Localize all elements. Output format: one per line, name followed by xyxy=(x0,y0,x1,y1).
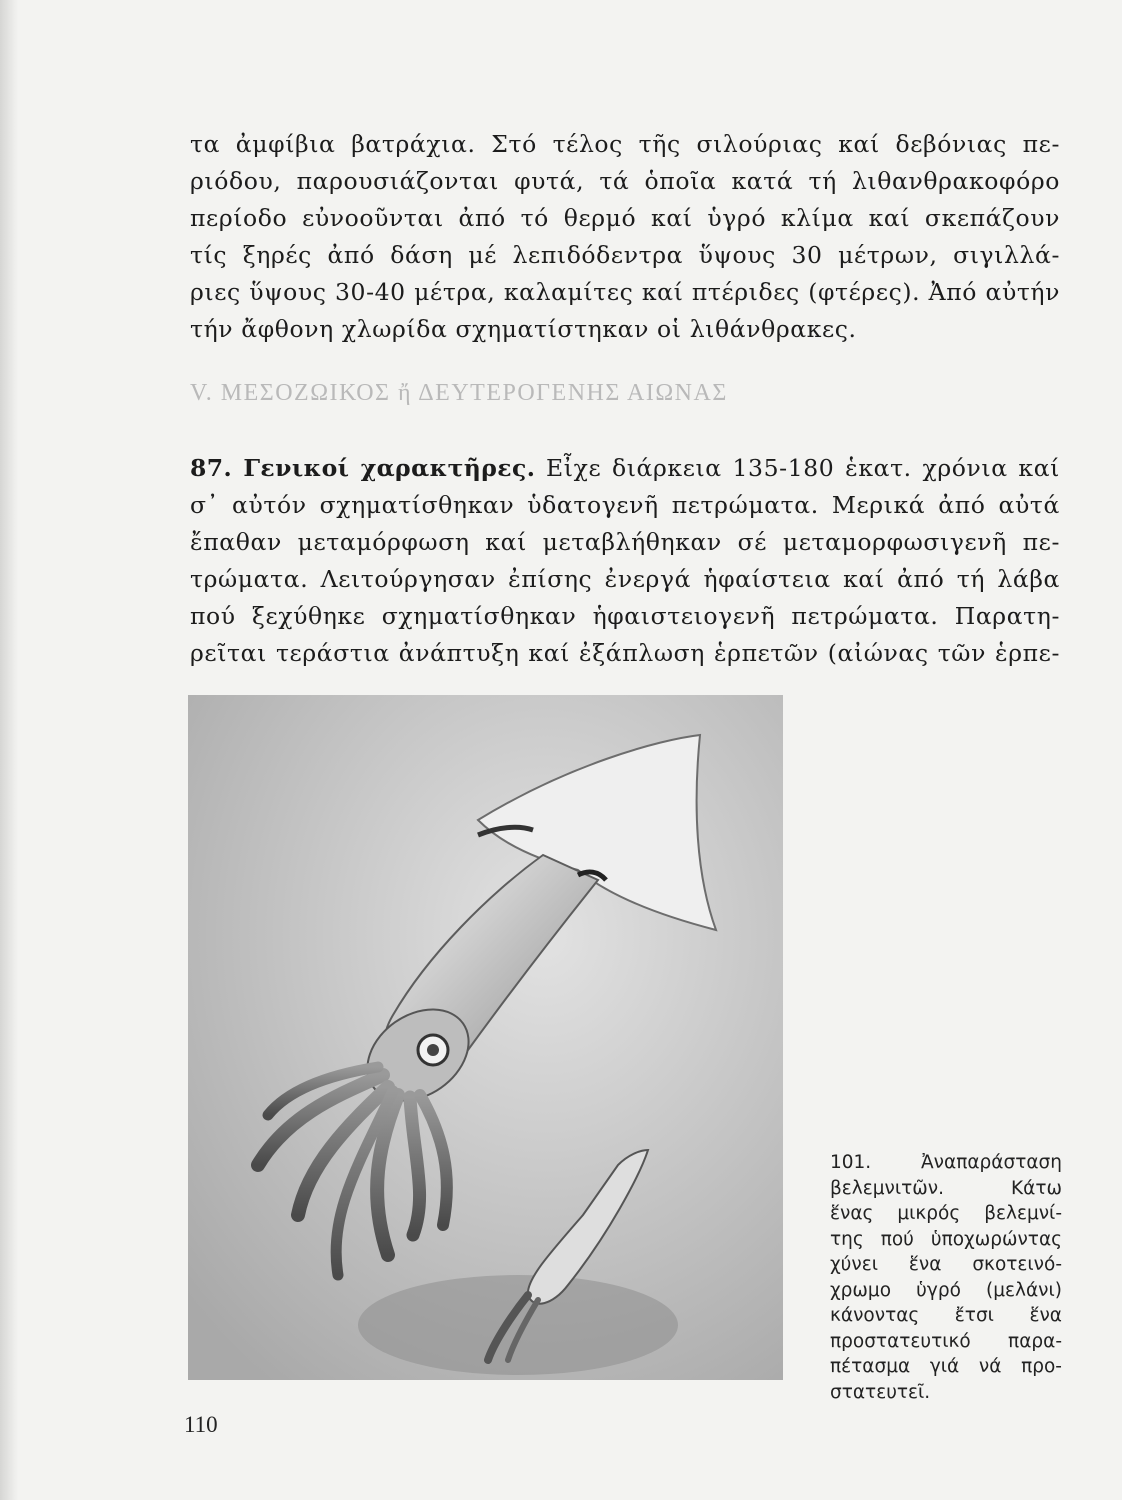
text-line xyxy=(190,450,1060,487)
text-line: περίοδο εὐνοοῦνται ἀπό τό θερμό καί ὑγρό κλίμα καί σκεπάζουν xyxy=(190,204,1060,232)
caption-line: στατευτεῖ. xyxy=(830,1381,931,1403)
text-line: ριες ὕψους 30-40 μέτρα, καλαμίτες καί πτέριδες (φτέρες). Ἀπό αὐτήν xyxy=(190,278,1060,306)
caption-line: 101. Ἀναπαράσταση xyxy=(830,1152,1062,1173)
text-line-rest: Εἶχε διάρκεια 135-180 ἑκατ. χρόνια καί xyxy=(535,454,1060,482)
caption-line: ἕνας μικρός βελεμνί- xyxy=(830,1203,1062,1224)
ink-cloud xyxy=(358,1275,678,1375)
belemnite-illustration xyxy=(188,695,783,1380)
belemnite-drawing xyxy=(188,695,783,1380)
caption-line: της πού ὑποχωρώντας xyxy=(830,1228,1062,1250)
page-edge-shadow xyxy=(0,0,18,1500)
text-line: ἔπαθαν μεταμόρφωση καί μεταβλήθηκαν σέ μεταμορφωσιγενῆ πε- xyxy=(190,528,1060,556)
caption-line: κάνοντας ἔτσι ἕνα xyxy=(830,1305,1062,1326)
belemnite-pupil xyxy=(427,1044,439,1056)
text-line: τα ἀμφίβια βατράχια. Στό τέλος τῆς σιλούριας καί δεβόνιας πε- xyxy=(190,130,1060,158)
paragraph-general-characteristics xyxy=(190,450,1060,672)
text-line: σ᾽ αὐτόν σχηματίσθηκαν ὑδατογενῆ πετρώματα. Μερικά ἀπό αὐτά xyxy=(190,491,1060,519)
text-line: τίς ξηρές ἀπό δάση μέ λεπιδόδεντρα ὕψους 30 μέτρων, σιγιλλά- xyxy=(190,241,1060,269)
text-line: πού ξεχύθηκε σχηματίσθηκαν ἡφαιστειογενῆ πετρώματα. Παρατη- xyxy=(190,602,1060,630)
caption-line: χρωμο ὑγρό (μελάνι) xyxy=(830,1279,1062,1301)
figure-caption xyxy=(830,1150,1062,1405)
text-line: ριόδου, παρουσιάζονται φυτά, τά ὁποῖα κατά τή λιθανθρακοφόρο xyxy=(190,167,1060,195)
text-line: τρώματα. Λειτούργησαν ἐπίσης ἐνεργά ἡφαίστεια καί ἀπό τή λάβα xyxy=(190,565,1060,593)
caption-line: βελεμνιτῶν. Κάτω xyxy=(830,1177,1062,1199)
caption-line: χύνει ἕνα σκοτεινό- xyxy=(830,1254,1062,1275)
text-line: τήν ἄφθονη χλωρίδα σχηματίστηκαν οἱ λιθάνθρακες. xyxy=(190,315,857,343)
caption-line: πέτασμα γιά νά προ- xyxy=(830,1356,1062,1377)
paragraph-carboniferous xyxy=(190,126,1060,348)
page-number: 110 xyxy=(184,1412,218,1437)
section-lead-title: 87. Γενικοί χαρακτῆρες. xyxy=(190,454,536,482)
caption-line: προστατευτικό παρα- xyxy=(830,1330,1062,1352)
text-line: ρεῖται τεράστια ἀνάπτυξη καί ἐξάπλωση ἑρπετῶν (αἰώνας τῶν ἑρπε- xyxy=(190,639,1060,667)
section-heading: V. ΜΕΣΟΖΩΙΚΟΣ ἤ ΔΕΥΤΕΡΟΓΕΝΗΣ ΑΙΩΝΑΣ xyxy=(190,380,728,406)
